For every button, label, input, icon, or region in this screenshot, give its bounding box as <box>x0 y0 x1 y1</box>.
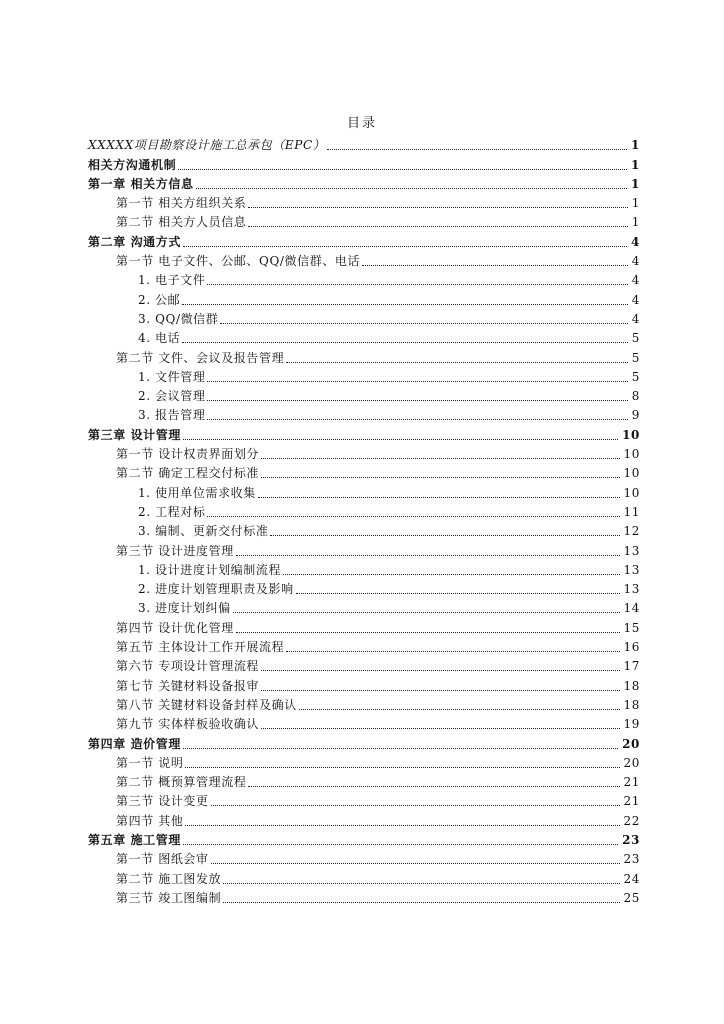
toc-entry-page-number: 22 <box>623 813 640 828</box>
toc-entry[interactable] <box>88 152 640 171</box>
dot-leader <box>296 592 620 594</box>
dot-leader <box>261 457 620 459</box>
toc-entry[interactable] <box>88 403 640 422</box>
toc-entry-label: 第七节 关键材料设备报审 <box>116 678 260 693</box>
dot-leader <box>207 380 627 382</box>
toc-entry-label: 3. 报告管理 <box>138 408 206 423</box>
dot-leader <box>185 766 619 768</box>
toc-entry-page-number: 13 <box>623 562 640 577</box>
dot-leader <box>286 650 619 652</box>
toc-entry[interactable] <box>88 287 640 306</box>
dot-leader <box>261 669 620 671</box>
toc-entry-page-number: 10 <box>623 485 640 500</box>
dot-leader <box>183 438 618 440</box>
toc-entry-label: 3. QQ/微信群 <box>138 311 219 326</box>
toc-entry[interactable] <box>88 480 640 499</box>
toc-entry-label: 第四节 设计优化管理 <box>116 620 234 635</box>
toc-entry-page-number: 9 <box>631 408 640 423</box>
dot-leader <box>327 148 627 150</box>
toc-entry-label: 第一节 说明 <box>116 755 184 770</box>
dot-leader <box>178 168 627 170</box>
toc-entry[interactable] <box>88 538 640 557</box>
dot-leader <box>236 554 620 556</box>
toc-entry-label: 3. 编制、更新交付标准 <box>138 524 269 539</box>
toc-entry-label: 第三节 设计进度管理 <box>116 543 234 558</box>
dot-leader <box>270 534 619 536</box>
toc-entry-label: 2. 会议管理 <box>138 389 206 404</box>
toc-entry[interactable] <box>88 712 640 731</box>
toc-entry[interactable] <box>88 886 640 905</box>
toc-entry-label: 第二节 相关方人员信息 <box>116 215 247 230</box>
toc-entry[interactable] <box>88 673 640 692</box>
toc-entry[interactable] <box>88 828 640 847</box>
dot-leader <box>182 303 627 305</box>
toc-entry-label: 第六节 专项设计管理流程 <box>116 659 260 674</box>
toc-list <box>88 133 640 905</box>
toc-entry-page-number: 13 <box>623 582 640 597</box>
dot-leader <box>299 708 620 710</box>
dot-leader <box>183 747 618 749</box>
toc-entry-page-number: 4 <box>631 273 640 288</box>
toc-entry-page-number: 12 <box>623 524 640 539</box>
toc-entry-page-number: 20 <box>622 736 640 751</box>
toc-entry[interactable] <box>88 654 640 673</box>
dot-leader <box>233 611 620 613</box>
toc-entry-page-number: 1 <box>631 138 640 153</box>
toc-entry[interactable] <box>88 422 640 441</box>
toc-entry[interactable] <box>88 268 640 287</box>
toc-entry-page-number: 5 <box>631 331 640 346</box>
toc-entry-page-number: 1 <box>631 215 640 230</box>
toc-entry-page-number: 14 <box>623 601 640 616</box>
dot-leader <box>223 882 619 884</box>
toc-entry[interactable] <box>88 731 640 750</box>
toc-entry-label: 第四节 其他 <box>116 813 184 828</box>
toc-entry-page-number: 23 <box>622 832 640 847</box>
dot-leader <box>185 824 619 826</box>
toc-entry[interactable] <box>88 500 640 519</box>
toc-entry[interactable] <box>88 635 640 654</box>
toc-entry-label: 第八节 关键材料设备封样及确认 <box>116 697 297 712</box>
dot-leader <box>261 689 620 691</box>
toc-entry-label: 第一章 相关方信息 <box>88 176 194 191</box>
toc-entry-label: 第五章 施工管理 <box>88 832 181 847</box>
toc-entry[interactable] <box>88 866 640 885</box>
toc-entry-page-number: 5 <box>631 350 640 365</box>
toc-entry[interactable] <box>88 172 640 191</box>
toc-entry-label: 第二节 确定工程交付标准 <box>116 466 260 481</box>
toc-entry[interactable] <box>88 615 640 634</box>
toc-entry-label: 第五节 主体设计工作开展流程 <box>116 640 285 655</box>
toc-entry[interactable] <box>88 519 640 538</box>
toc-entry-page-number: 19 <box>623 717 640 732</box>
toc-entry[interactable] <box>88 229 640 248</box>
toc-entry-page-number: 8 <box>631 389 640 404</box>
dot-leader <box>207 399 627 401</box>
toc-entry-label: 第三节 竣工图编制 <box>116 890 222 905</box>
toc-entry[interactable] <box>88 345 640 364</box>
dot-leader <box>183 843 618 845</box>
toc-entry-page-number: 13 <box>623 543 640 558</box>
toc-entry-label: 第三节 设计变更 <box>116 794 209 809</box>
toc-entry[interactable] <box>88 461 640 480</box>
dot-leader <box>261 476 620 478</box>
toc-entry-label: 相关方沟通机制 <box>88 157 177 172</box>
dot-leader <box>286 361 628 363</box>
toc-entry-label: 第二节 施工图发放 <box>116 871 222 886</box>
toc-entry-page-number: 20 <box>623 755 640 770</box>
toc-entry-page-number: 18 <box>623 678 640 693</box>
dot-leader <box>261 727 620 729</box>
toc-entry-label: 第一节 设计权责界面划分 <box>116 447 260 462</box>
toc-entry-label: 2. 进度计划管理职责及影响 <box>138 582 294 597</box>
dot-leader <box>248 206 627 208</box>
toc-entry-page-number: 18 <box>623 697 640 712</box>
toc-entry-page-number: 1 <box>631 196 640 211</box>
toc-entry[interactable] <box>88 307 640 326</box>
dot-leader <box>211 804 620 806</box>
dot-leader <box>362 264 628 266</box>
toc-entry[interactable] <box>88 133 640 152</box>
toc-entry-label: 4. 电话 <box>138 331 181 346</box>
toc-entry-page-number: 11 <box>623 504 640 519</box>
toc-entry[interactable] <box>88 558 640 577</box>
dot-leader <box>236 631 620 633</box>
toc-entry[interactable] <box>88 789 640 808</box>
toc-entry-page-number: 21 <box>623 775 640 790</box>
dot-leader <box>283 573 619 575</box>
toc-entry[interactable] <box>88 210 640 229</box>
dot-leader <box>211 862 620 864</box>
dot-leader <box>220 322 627 324</box>
toc-entry-page-number: 23 <box>623 852 640 867</box>
toc-entry-page-number: 4 <box>631 311 640 326</box>
dot-leader <box>248 785 619 787</box>
toc-entry[interactable] <box>88 326 640 345</box>
toc-entry-page-number: 16 <box>623 640 640 655</box>
toc-entry-label: 2. 公邮 <box>138 292 181 307</box>
toc-entry-label: 第四章 造价管理 <box>88 736 181 751</box>
toc-entry-label: 2. 工程对标 <box>138 504 206 519</box>
toc-entry-label: 第一节 电子文件、公邮、QQ/微信群、电话 <box>116 254 361 269</box>
toc-entry[interactable] <box>88 770 640 789</box>
toc-entry-label: 第三章 设计管理 <box>88 427 181 442</box>
dot-leader <box>183 245 627 247</box>
toc-entry[interactable] <box>88 365 640 384</box>
toc-entry-label: 3. 进度计划纠偏 <box>138 601 231 616</box>
toc-entry-page-number: 1 <box>631 176 640 191</box>
toc-entry-page-number: 4 <box>631 292 640 307</box>
toc-entry-page-number: 10 <box>623 447 640 462</box>
toc-entry-page-number: 1 <box>631 157 640 172</box>
toc-entry-label: 第二节 概预算管理流程 <box>116 775 247 790</box>
dot-leader <box>207 515 619 517</box>
dot-leader <box>223 901 619 903</box>
toc-entry[interactable] <box>88 577 640 596</box>
toc-entry[interactable] <box>88 693 640 712</box>
dot-leader <box>248 225 627 227</box>
dot-leader <box>207 283 627 285</box>
dot-leader <box>207 418 627 420</box>
toc-entry-page-number: 17 <box>623 659 640 674</box>
toc-entry[interactable] <box>88 808 640 827</box>
toc-entry[interactable] <box>88 751 640 770</box>
toc-entry-page-number: 4 <box>631 234 640 249</box>
toc-entry-page-number: 4 <box>631 254 640 269</box>
dot-leader <box>258 496 620 498</box>
toc-entry[interactable] <box>88 596 640 615</box>
toc-entry-label: 1. 文件管理 <box>138 369 206 384</box>
toc-entry-label: 1. 设计进度计划编制流程 <box>138 562 282 577</box>
toc-entry-label: 第一节 相关方组织关系 <box>116 196 247 211</box>
toc-entry-label: 第二章 沟通方式 <box>88 234 181 249</box>
toc-entry-label: 第一节 图纸会审 <box>116 852 209 867</box>
toc-title: 目录 <box>346 116 377 131</box>
toc-entry-label: 1. 电子文件 <box>138 273 206 288</box>
toc-entry-page-number: 15 <box>623 620 640 635</box>
toc-entry[interactable] <box>88 384 640 403</box>
toc-entry-page-number: 10 <box>623 466 640 481</box>
toc-entry-label: XXXXX项目勘察设计施工总承包（EPC） <box>88 138 326 153</box>
toc-entry-label: 1. 使用单位需求收集 <box>138 485 256 500</box>
toc-entry[interactable] <box>88 191 640 210</box>
toc-entry-page-number: 10 <box>622 427 640 442</box>
toc-entry-label: 第二节 文件、会议及报告管理 <box>116 350 285 365</box>
toc-entry-page-number: 21 <box>623 794 640 809</box>
dot-leader <box>182 341 627 343</box>
toc-entry-page-number: 25 <box>623 890 640 905</box>
toc-entry[interactable] <box>88 249 640 268</box>
toc-entry[interactable] <box>88 442 640 461</box>
dot-leader <box>196 187 627 189</box>
toc-entry[interactable] <box>88 847 640 866</box>
toc-entry-page-number: 24 <box>623 871 640 886</box>
toc-entry-label: 第九节 实体样板验收确认 <box>116 717 260 732</box>
toc-entry-page-number: 5 <box>631 369 640 384</box>
